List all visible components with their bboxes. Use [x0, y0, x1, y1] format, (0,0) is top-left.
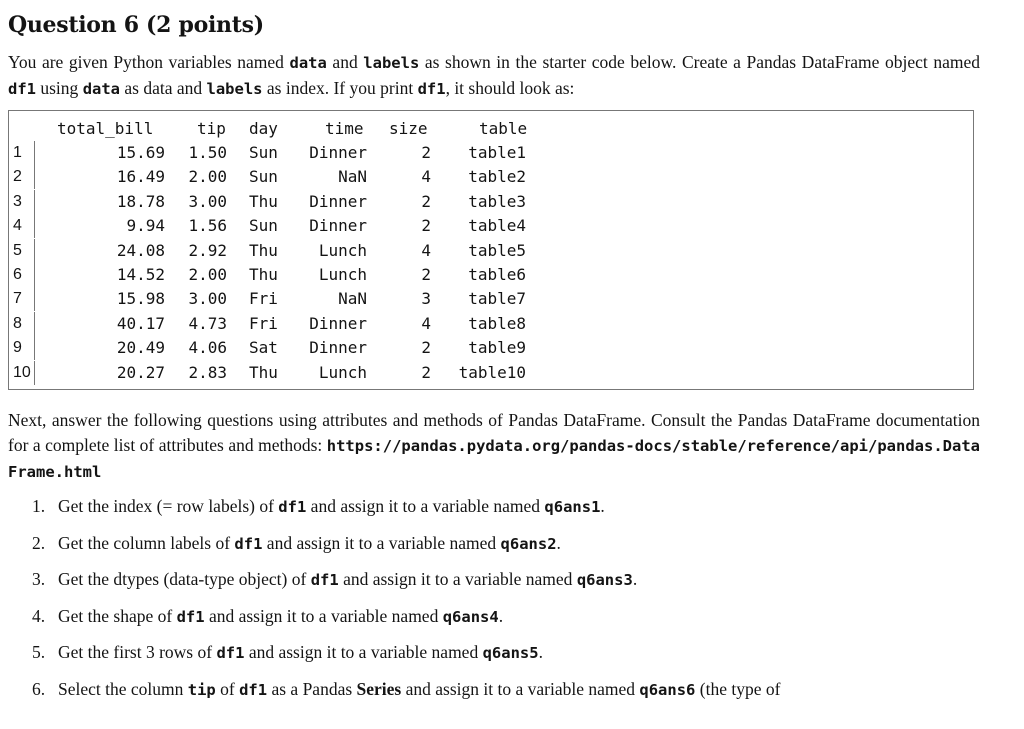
table-row	[9, 312, 973, 336]
table-cell-size: 2	[421, 265, 431, 284]
column-header: table	[479, 119, 528, 138]
table-cell-tip: 3.00	[188, 191, 227, 211]
column-header: day	[249, 119, 278, 138]
table-cell-day: Sun	[249, 216, 278, 236]
table-cell-size: 2	[421, 338, 431, 358]
table-cell-total-bill: 20.27	[116, 362, 165, 382]
table-cell-table: table2	[468, 167, 526, 187]
table-row	[9, 287, 973, 311]
table-cell-total-bill: 20.49	[116, 338, 165, 358]
table-cell-size: 4	[421, 240, 431, 260]
question-title: Question 6 (2 points)	[8, 12, 264, 38]
table-row	[9, 141, 973, 165]
table-cell-size: 4	[421, 167, 431, 187]
dataframe-output-table	[8, 110, 974, 390]
table-row	[9, 165, 973, 189]
question-item: 4. Get the shape of df1 and assign it to a variable named q6ans4.	[32, 605, 504, 626]
question-item: 3. Get the dtypes (data-type object) of df1 and assign it to a variable named q6ans3.	[32, 569, 638, 589]
table-cell-time: Dinner	[309, 338, 367, 358]
row-index: 3	[9, 190, 35, 214]
table-cell-table: table6	[468, 265, 526, 284]
table-cell-tip: 1.50	[188, 143, 227, 162]
table-cell-total-bill: 18.78	[116, 191, 165, 211]
documentation-url: https://pandas.pydata.org/pandas-docs/stable/reference/api/pandas.DataFrame.html	[8, 437, 980, 481]
table-cell-tip: 2.00	[188, 265, 227, 284]
table-cell-tip: 1.56	[188, 216, 227, 236]
intro-paragraph: You are given Python variables named data and labels as shown in the starter code below. Create a Pandas DataFrame object named df1 using data as data and labels as index. If you print df1, it should look as:	[8, 52, 980, 98]
table-cell-size: 3	[421, 289, 431, 309]
table-cell-total-bill: 24.08	[116, 240, 165, 260]
table-row	[9, 190, 973, 214]
table-cell-total-bill: 40.17	[116, 313, 165, 333]
table-cell-day: Sun	[249, 143, 278, 162]
table-row	[9, 361, 973, 385]
column-header: total_bill	[57, 119, 154, 138]
table-row	[9, 239, 973, 263]
table-cell-tip: 2.92	[188, 240, 227, 260]
table-cell-table: table3	[468, 191, 526, 211]
table-cell-total-bill: 9.94	[126, 216, 165, 236]
row-index: 4	[9, 214, 35, 238]
table-row	[9, 263, 973, 287]
table-cell-total-bill: 15.69	[116, 143, 165, 162]
table-cell-table: table4	[468, 216, 526, 236]
table-cell-total-bill: 15.98	[116, 289, 165, 309]
table-cell-total-bill: 14.52	[116, 265, 165, 284]
table-cell-time: NaN	[338, 289, 367, 309]
column-header: time	[325, 119, 364, 138]
question-item: 6. Select the column tip of df1 as a Pandas Series and assign it to a variable named q6ans6 (the type of	[32, 678, 781, 699]
table-cell-size: 2	[421, 216, 431, 236]
table-cell-day: Thu	[249, 191, 278, 211]
table-cell-tip: 2.83	[188, 362, 227, 382]
row-index: 2	[9, 165, 35, 189]
table-header-row	[9, 117, 973, 141]
question-list	[32, 494, 992, 713]
instructions-paragraph: Next, answer the following questions using attributes and methods of Pandas DataFrame. Consult the Pandas DataFrame documentation for a complete list of attributes and methods: https://pandas.pydata.org/pandas-docs/stable/reference/api/pandas.DataFrame.html	[8, 410, 980, 481]
table-cell-tip: 4.73	[188, 313, 227, 333]
question-item: 5. Get the first 3 rows of df1 and assign it to a variable named q6ans5.	[32, 642, 543, 662]
table-cell-tip: 2.00	[188, 167, 227, 187]
table-cell-size: 2	[421, 362, 431, 382]
table-cell-table: table8	[468, 313, 526, 333]
row-index: 1	[9, 141, 35, 165]
question-item: 2. Get the column labels of df1 and assign it to a variable named q6ans2.	[32, 532, 561, 553]
table-cell-time: Lunch	[318, 362, 367, 382]
table-cell-table: table1	[468, 143, 526, 162]
table-cell-tip: 4.06	[188, 338, 227, 358]
row-index: 5	[9, 239, 35, 263]
table-cell-tip: 3.00	[188, 289, 227, 309]
table-cell-day: Thu	[249, 265, 278, 284]
table-cell-table: table5	[468, 240, 526, 260]
table-cell-table: table7	[468, 289, 526, 309]
table-cell-time: Dinner	[309, 313, 367, 333]
table-cell-time: Lunch	[318, 240, 367, 260]
table-cell-day: Fri	[249, 289, 278, 309]
table-cell-time: Dinner	[309, 216, 367, 236]
table-cell-time: NaN	[338, 167, 367, 187]
table-cell-day: Sun	[249, 167, 278, 187]
table-cell-day: Fri	[249, 313, 278, 333]
table-cell-size: 2	[421, 143, 431, 162]
table-cell-table: table10	[458, 362, 526, 382]
table-cell-day: Sat	[249, 338, 278, 358]
table-cell-table: table9	[468, 338, 526, 358]
table-cell-total-bill: 16.49	[116, 167, 165, 187]
row-index: 7	[9, 287, 35, 311]
column-header: tip	[197, 119, 226, 138]
column-header: size	[389, 119, 428, 138]
table-cell-size: 4	[421, 313, 431, 333]
row-index: 10	[9, 361, 35, 385]
row-index: 6	[9, 263, 35, 287]
table-cell-day: Thu	[249, 362, 278, 382]
table-cell-time: Dinner	[309, 191, 367, 211]
row-index: 8	[9, 312, 35, 336]
table-cell-size: 2	[421, 191, 431, 211]
table-row	[9, 214, 973, 238]
row-index: 9	[9, 336, 35, 360]
table-cell-time: Dinner	[309, 143, 367, 162]
table-row	[9, 336, 973, 360]
question-item: 1. Get the index (= row labels) of df1 and assign it to a variable named q6ans1.	[32, 496, 605, 516]
table-cell-time: Lunch	[318, 265, 367, 284]
table-cell-day: Thu	[249, 240, 278, 260]
